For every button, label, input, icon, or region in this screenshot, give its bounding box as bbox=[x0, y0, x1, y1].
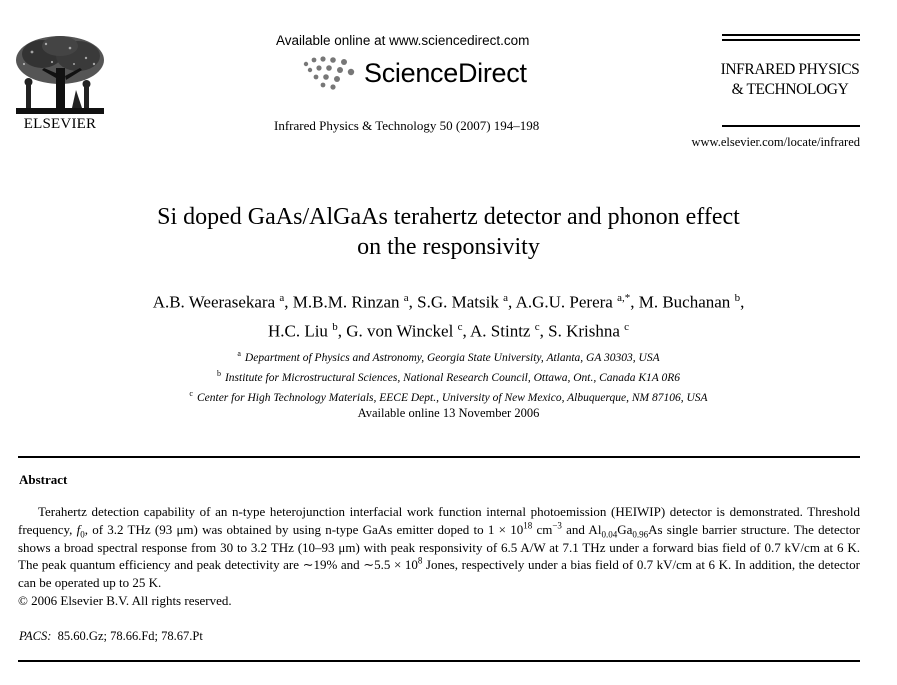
affiliation-mark: a bbox=[237, 349, 241, 358]
paper-title-line: on the responsivity bbox=[357, 234, 540, 260]
elsevier-logo bbox=[12, 34, 108, 133]
affiliation-text: Department of Physics and Astronomy, Georgia State University, Atlanta, GA 30303, USA bbox=[244, 351, 660, 364]
section-divider bbox=[18, 456, 860, 458]
pacs-label: PACS: bbox=[19, 629, 52, 643]
author-affiliation-mark: c bbox=[534, 320, 540, 333]
affiliation-item bbox=[0, 366, 897, 386]
author-affiliation-mark: a bbox=[503, 292, 509, 304]
journal-title bbox=[714, 60, 866, 100]
author-affiliation-mark: a bbox=[403, 292, 409, 304]
affiliation-text: Institute for Microstructural Sciences, National Research Council, Ottawa, Ont., Canada K1A 0R6 bbox=[224, 371, 681, 384]
author-name[interactable]: A.B. Weerasekara bbox=[152, 292, 276, 312]
affiliation-list bbox=[0, 346, 897, 405]
section-divider bbox=[18, 660, 860, 662]
publisher-name: ELSEVIER bbox=[23, 116, 97, 132]
author-name[interactable]: H.C. Liu bbox=[267, 321, 328, 341]
author-name[interactable]: S.G. Matsik bbox=[417, 292, 499, 312]
pacs-values: 85.60.Gz; 78.66.Fd; 78.67.Pt bbox=[57, 629, 203, 643]
available-online-date: Available online 13 November 2006 bbox=[357, 406, 540, 420]
abstract-heading: Abstract bbox=[19, 472, 68, 487]
abstract-paragraph: Terahertz detection capability of an n-type heterojunction interfacial work function internal photoemission (HEIWIP) detector is demonstrated. Threshold frequency, $f_0$, of 3.2 THz (93 μm) was obtained by using n-type GaAs emitter doped to $1 \times 10^{18}$ $cm^{-3}$ and $Al_{0.04}Ga_{0.96}As$ single barrier structure. The detector shows a broad spectral response from 30 to 3.2 THz (10–93 μm) with peak responsivity of 6.5 A/W at 7.1 THz under a forward bias field of 0.7 kV/cm at 6 K. The peak quantum efficiency and peak detectivity are ∼19% and ∼5.5 × $10^8$ Jones, respectively under a bias field of 0.7 kV/cm at 6 K. In addition, the detector can be operated up to 25 K. bbox=[18, 504, 860, 591]
copyright-notice: © 2006 Elsevier B.V. All rights reserved. bbox=[18, 592, 232, 608]
abstract-body bbox=[18, 503, 860, 610]
author-name[interactable]: S. Krishna bbox=[548, 321, 620, 341]
journal-title-line: & TECHNOLOGY bbox=[731, 81, 849, 98]
author-list bbox=[0, 286, 897, 343]
author-affiliation-mark: b bbox=[332, 320, 338, 333]
affiliation-item bbox=[0, 346, 897, 366]
author-affiliation-mark: a bbox=[279, 292, 285, 304]
author-name[interactable]: G. von Winckel bbox=[346, 321, 454, 341]
affiliation-mark: b bbox=[216, 368, 221, 378]
author-name[interactable]: M. Buchanan bbox=[638, 292, 731, 312]
author-affiliation-mark: c bbox=[624, 320, 630, 333]
sciencedirect-brand: ScienceDirect bbox=[364, 58, 527, 88]
rule bbox=[722, 39, 860, 41]
rule bbox=[722, 34, 860, 36]
author-affiliation-mark: b bbox=[734, 292, 741, 304]
rule bbox=[722, 125, 860, 127]
journal-url-link[interactable]: www.elsevier.com/locate/infrared bbox=[691, 135, 860, 149]
author-line: H.C. Liu $^b$, G. von Winckel $^c$, A. Stintz $^c$, S. Krishna $^c$ bbox=[267, 320, 630, 341]
affiliation-text: Center for High Technology Materials, EECE Dept., University of New Mexico, Albuquerque, NM 87106, USA bbox=[196, 391, 708, 404]
author-name[interactable]: M.B.M. Rinzan bbox=[292, 292, 400, 312]
affiliation-item bbox=[0, 386, 897, 406]
author-affiliation-mark: c bbox=[457, 320, 463, 333]
author-name[interactable]: A.G.U. Perera bbox=[515, 292, 613, 312]
elsevier-tree-icon bbox=[12, 34, 108, 116]
available-online-text[interactable]: Available online at www.sciencedirect.com bbox=[276, 33, 530, 48]
affiliation-mark: c bbox=[189, 388, 193, 398]
journal-title-line: INFRARED PHYSICS bbox=[720, 61, 860, 78]
journal-title-rules bbox=[722, 34, 860, 44]
paper-title-line: Si doped GaAs/AlGaAs terahertz detector and phonon effect bbox=[157, 204, 740, 230]
journal-citation: Infrared Physics & Technology 50 (2007) 194–198 bbox=[274, 118, 540, 133]
author-line: A.B. Weerasekara $^a$, M.B.M. Rinzan $^a$, S.G. Matsik $^a$, A.G.U. Perera $^{a,*}$, M. Buchanan $^b$, bbox=[152, 292, 745, 312]
author-affiliation-mark: a,* bbox=[617, 292, 631, 304]
author-name[interactable]: A. Stintz bbox=[470, 321, 531, 341]
pacs-codes bbox=[19, 629, 203, 644]
sciencedirect-dots-icon bbox=[300, 56, 362, 92]
paper-title bbox=[0, 202, 897, 262]
